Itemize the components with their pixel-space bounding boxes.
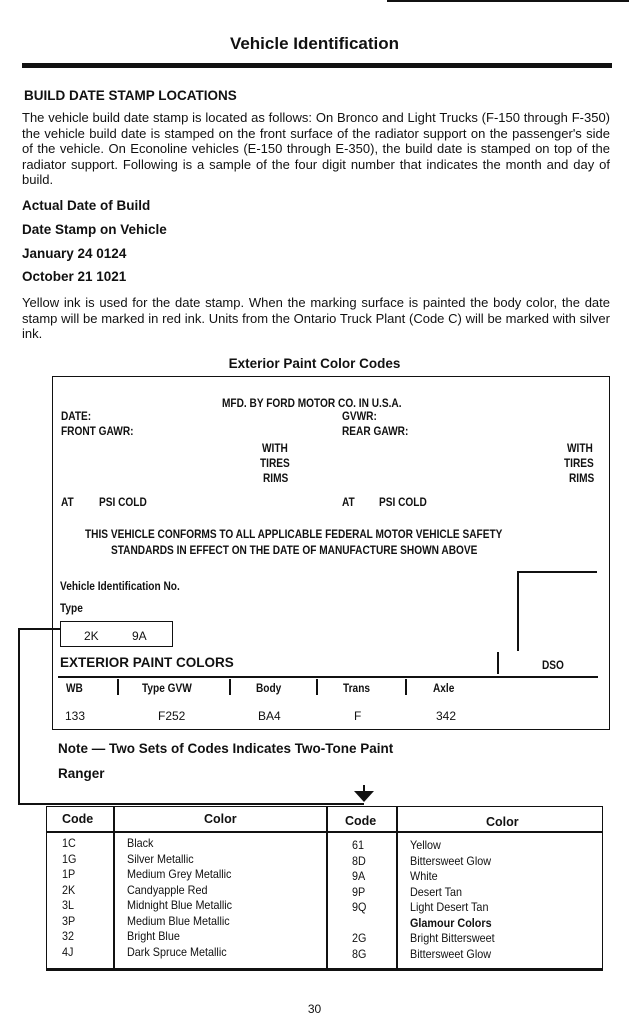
- table-row: 9Q: [352, 900, 367, 914]
- example-october: October 21 1021: [22, 269, 127, 284]
- page-number: 30: [307, 1002, 322, 1016]
- table-row: 61: [352, 838, 365, 852]
- dso-divider: [497, 652, 499, 674]
- table-row: Bright Bittersweet: [410, 931, 495, 945]
- label-date: DATE:: [61, 411, 92, 423]
- title-rule: [22, 63, 612, 68]
- table-bottom-rule: [46, 969, 603, 971]
- value-axle: 342: [436, 709, 457, 723]
- table-row: Bright Blue: [127, 929, 180, 943]
- label-mfd: MFD. BY FORD MOTOR CO. IN U.S.A.: [222, 398, 402, 410]
- connector-vertical: [18, 628, 20, 805]
- label-with-1: WITH: [262, 443, 288, 455]
- paint-code-2: 9A: [132, 629, 147, 643]
- table-row: Medium Grey Metallic: [127, 867, 232, 881]
- table-row: 1P: [62, 867, 76, 881]
- table-row: Black: [127, 836, 154, 850]
- header-axle: Axle: [433, 683, 455, 695]
- table-row: 8D: [352, 853, 366, 868]
- header-body: Body: [256, 683, 282, 695]
- table-row: Bittersweet Glow: [410, 946, 492, 961]
- label-tires-2: TIRES: [564, 458, 594, 470]
- table-row: Desert Tan: [410, 884, 463, 899]
- header-trans: Trans: [343, 683, 371, 695]
- connector-top: [18, 628, 61, 630]
- table-row: 4J: [62, 944, 74, 959]
- paint-code-1: 2K: [84, 629, 99, 643]
- label-rims-2: RIMS: [569, 473, 595, 485]
- label-dso: DSO: [542, 660, 564, 672]
- label-rims-1: RIMS: [263, 473, 289, 485]
- table-row: Yellow: [410, 838, 441, 852]
- model-name: Ranger: [58, 766, 105, 781]
- actual-date-label: Actual Date of Build: [22, 198, 151, 213]
- build-paragraph: The vehicle build date stamp is located as follows: On Bronco and Light Trucks (F-150 through F-350) the vehicle build date is stamped on the front surface of the radiator support on the passenger's side of the vehicle. On Econoline vehicles (E-150 through E-350), the build date is stamped on top of the radiator support. Following is a sample of the four digit number that indicates the month and day of build.: [22, 110, 610, 187]
- label-with-2: WITH: [567, 443, 593, 455]
- label-gvwr: GVWR:: [342, 411, 377, 423]
- label-at-1: AT: [61, 497, 74, 509]
- table-row: 1G: [62, 851, 77, 866]
- table-row: White: [410, 869, 438, 883]
- paint-codes-heading: Exterior Paint Color Codes: [228, 356, 401, 371]
- header-divider-2: [229, 679, 231, 695]
- table-row: 3L: [62, 898, 75, 912]
- corner-box-left: [517, 571, 519, 651]
- table-row: Light Desert Tan: [410, 900, 489, 914]
- page-title: Vehicle Identification: [229, 34, 400, 53]
- table-row: 8G: [352, 946, 367, 961]
- value-type-gvw: F252: [158, 709, 186, 723]
- table-row: 9A: [352, 869, 366, 883]
- table-row: Midnight Blue Metallic: [127, 898, 233, 912]
- top-rule: [387, 0, 629, 2]
- table-header-code-2: Code: [345, 814, 377, 828]
- header-wb: WB: [66, 683, 83, 695]
- label-front-gawr: FRONT GAWR:: [61, 426, 134, 438]
- label-rear-gawr: REAR GAWR:: [342, 426, 409, 438]
- header-divider-1: [117, 679, 119, 695]
- label-psi-cold-2: PSI COLD: [379, 497, 427, 509]
- header-divider-3: [316, 679, 318, 695]
- right-colors: [410, 838, 504, 962]
- table-row: Medium Blue Metallic: [127, 913, 230, 928]
- table-row: 1C: [62, 836, 76, 850]
- table-header-rule: [46, 831, 603, 833]
- date-stamp-label: Date Stamp on Vehicle: [22, 222, 167, 237]
- arrow-down-icon: [354, 789, 374, 803]
- glamour-colors-heading: Glamour Colors: [410, 915, 492, 930]
- left-codes: [62, 836, 102, 960]
- table-row: [352, 916, 366, 932]
- build-heading: BUILD DATE STAMP LOCATIONS: [24, 88, 237, 103]
- label-conforms-2: STANDARDS IN EFFECT ON THE DATE OF MANUFACTURE SHOWN ABOVE: [111, 545, 478, 557]
- value-trans: F: [354, 709, 362, 723]
- table-header-code-1: Code: [62, 812, 94, 826]
- exterior-paint-heading: EXTERIOR PAINT COLORS: [60, 655, 234, 670]
- label-at-2: AT: [342, 497, 355, 509]
- table-header-color-2: Color: [486, 815, 519, 829]
- label-conforms-1: THIS VEHICLE CONFORMS TO ALL APPLICABLE FEDERAL MOTOR VEHICLE SAFETY: [85, 529, 503, 541]
- example-january: January 24 0124: [22, 246, 127, 261]
- table-row: Silver Metallic: [127, 851, 194, 866]
- value-wb: 133: [65, 709, 86, 723]
- header-divider-4: [405, 679, 407, 695]
- table-row: Candyapple Red: [127, 882, 208, 897]
- label-type: Type: [60, 603, 83, 615]
- value-body: BA4: [258, 709, 281, 723]
- table-row: 32: [62, 929, 75, 943]
- two-tone-note: Note — Two Sets of Codes Indicates Two-Tone Paint: [58, 741, 394, 756]
- connector-bottom: [18, 803, 364, 805]
- right-codes: [352, 838, 368, 962]
- table-header-color-1: Color: [204, 812, 237, 826]
- table-row: 9P: [352, 884, 366, 899]
- table-row: Dark Spruce Metallic: [127, 944, 227, 959]
- header-type-gvw: Type GVW: [142, 683, 192, 695]
- label-vin: Vehicle Identification No.: [60, 581, 180, 593]
- ink-paragraph: Yellow ink is used for the date stamp. When the marking surface is painted the body color, the date stamp will be marked in red ink. Units from the Ontario Truck Plant (Code C) will be marked with silver ink.: [22, 295, 610, 341]
- label-tires-1: TIRES: [260, 458, 290, 470]
- header-rule: [58, 676, 598, 678]
- table-row: 3P: [62, 913, 76, 928]
- table-row: Bittersweet Glow: [410, 853, 492, 868]
- corner-box-top: [517, 571, 597, 573]
- table-row: 2K: [62, 882, 76, 897]
- left-colors: [127, 836, 244, 960]
- label-psi-cold-1: PSI COLD: [99, 497, 147, 509]
- paint-code-box: [60, 621, 173, 647]
- table-row: 2G: [352, 931, 367, 945]
